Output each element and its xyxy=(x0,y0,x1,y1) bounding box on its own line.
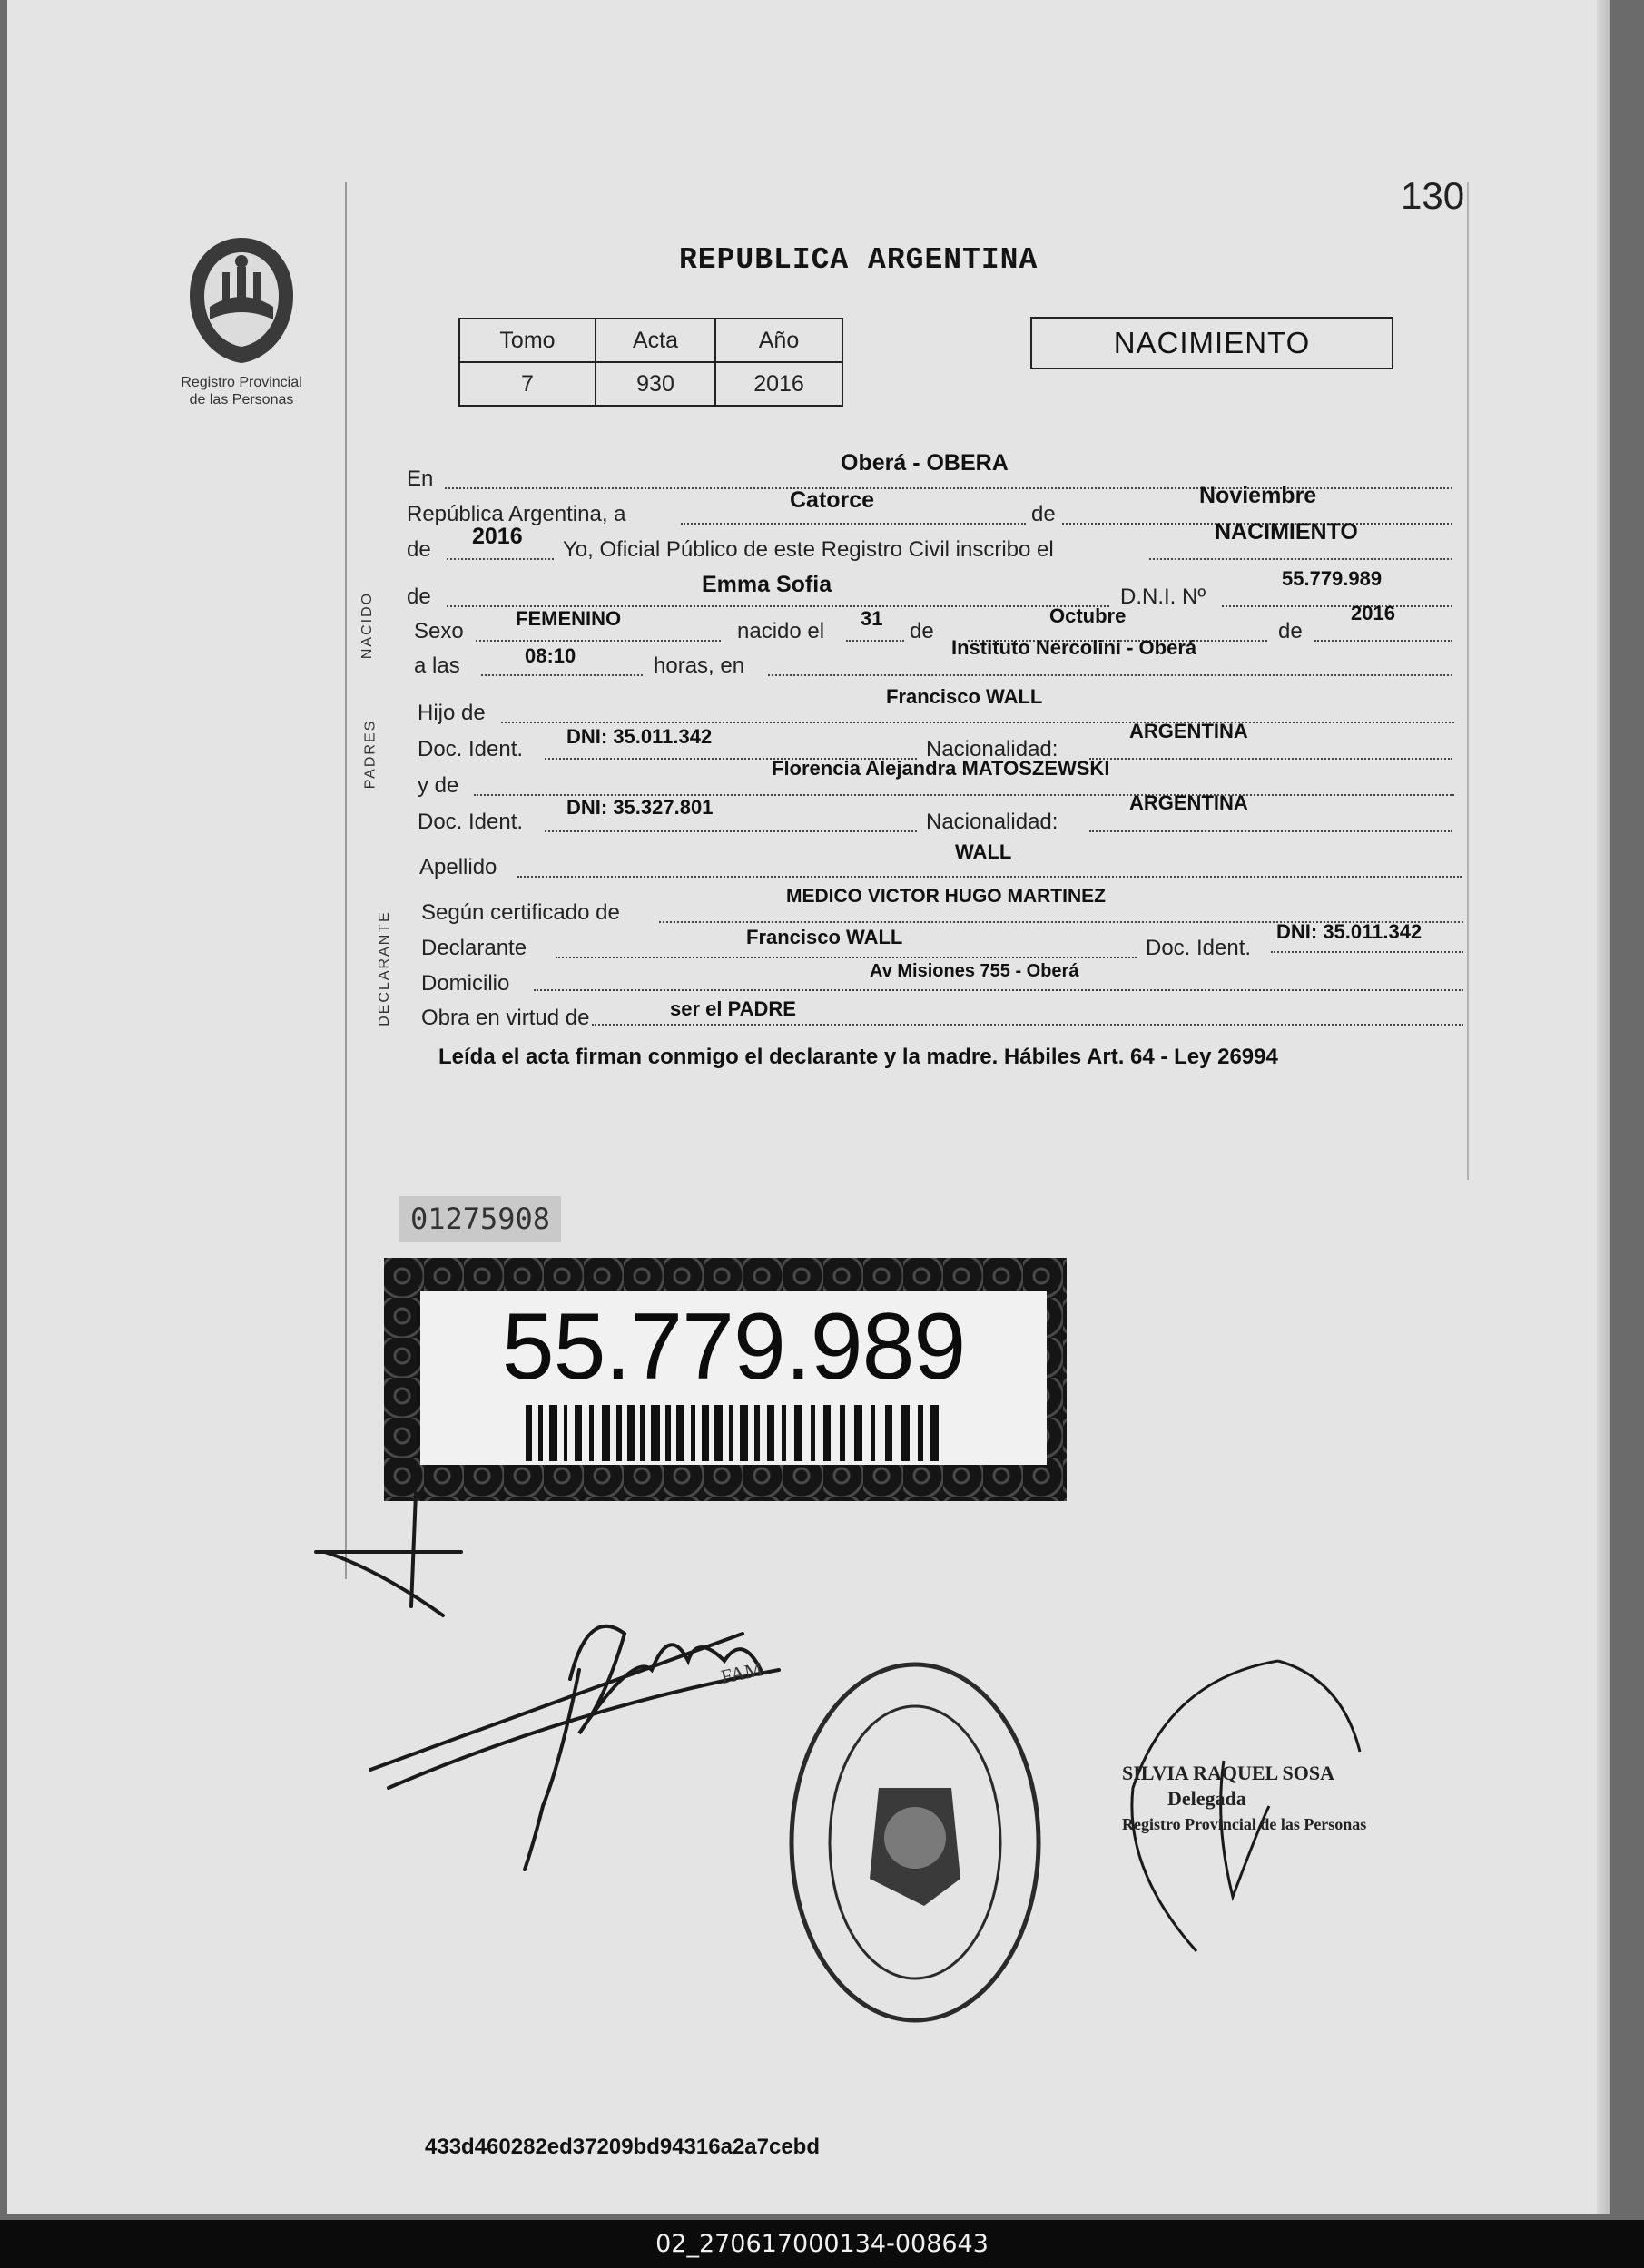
label-de: de xyxy=(1031,502,1056,526)
dotted-line xyxy=(545,830,917,832)
dotted-line xyxy=(476,640,721,642)
declarant-doc-value: DNI: 35.011.342 xyxy=(1276,920,1423,943)
father-value: Francisco WALL xyxy=(886,685,1043,708)
record-type-box: NACIMIENTO xyxy=(1030,317,1393,369)
dotted-line xyxy=(846,640,904,642)
label-nac-mother: Nacionalidad: xyxy=(926,810,1058,834)
sticker-white-area xyxy=(420,1291,1047,1465)
label-nac-father: Nacionalidad: xyxy=(926,737,1058,761)
label-sexo: Sexo xyxy=(414,619,464,643)
child-dni-value: 55.779.989 xyxy=(1282,567,1383,590)
dotted-line xyxy=(768,674,1452,676)
day-words-value: Catorce xyxy=(790,487,875,513)
dni-label-sticker xyxy=(384,1258,1067,1501)
registrar-stamp-text xyxy=(1122,1761,1366,1837)
birth-place-value: Instituto Nercolini - Oberá xyxy=(951,636,1197,659)
registry-table xyxy=(458,318,843,407)
mother-nationality-value: ARGENTINA xyxy=(1129,791,1248,814)
right-margin-rule xyxy=(1467,182,1469,1180)
header-ano: Año xyxy=(715,319,842,362)
inscribo-text: Yo, Oficial Público de este Registro Civil inscribo el xyxy=(563,537,1054,562)
dotted-line xyxy=(1089,758,1452,760)
page-number: 130 xyxy=(1401,174,1465,217)
document-page xyxy=(7,0,1610,2214)
label-hijo-de: Hijo de xyxy=(418,701,486,725)
label-obra: Obra en virtud de xyxy=(421,1006,590,1030)
serial-number: 01275908 xyxy=(399,1196,561,1242)
birth-year-value: 2016 xyxy=(1351,602,1395,624)
label-doc-declarant: Doc. Ident. xyxy=(1146,936,1252,960)
scan-id-strip: 02_270617000134-008643 xyxy=(0,2220,1644,2268)
child-name-value: Emma Sofia xyxy=(702,572,832,597)
logo-caption-line1: Registro Provincial xyxy=(181,375,302,390)
left-margin-rule xyxy=(345,182,347,1579)
dotted-line xyxy=(481,674,643,676)
value-tomo: 7 xyxy=(459,362,596,406)
father-nationality-value: ARGENTINA xyxy=(1129,720,1248,742)
label-nacido-de: de xyxy=(407,584,431,609)
label-de2: de xyxy=(407,537,431,562)
label-a-las: a las xyxy=(414,653,460,678)
label-declarante: Declarante xyxy=(421,936,527,960)
value-ano: 2016 xyxy=(715,362,842,406)
label-segun: Según certificado de xyxy=(421,900,620,925)
value-acta: 930 xyxy=(596,362,715,406)
surname-value: WALL xyxy=(955,840,1012,863)
provincial-seal-icon xyxy=(182,232,300,368)
year-value: 2016 xyxy=(472,524,523,549)
label-en: En xyxy=(407,466,434,491)
address-value: Av Misiones 755 - Oberá xyxy=(870,961,1079,981)
document-hash: 433d460282ed37209bd94316a2a7cebd xyxy=(425,2135,820,2159)
header-tomo: Tomo xyxy=(459,319,596,362)
registry-logo xyxy=(160,232,323,408)
label-nacido-el: nacido el xyxy=(737,619,825,643)
mother-doc-value: DNI: 35.327.801 xyxy=(566,796,714,819)
city-value: Oberá - OBERA xyxy=(841,450,1009,476)
sex-value: FEMENINO xyxy=(516,607,622,630)
dotted-line xyxy=(592,1024,1463,1026)
label-doc-father: Doc. Ident. xyxy=(418,737,524,761)
declarant-value: Francisco WALL xyxy=(746,926,903,948)
label-de-year: de xyxy=(1278,619,1303,643)
official-stamp-icon xyxy=(779,1652,1051,2033)
label-doc-mother: Doc. Ident. xyxy=(418,810,524,834)
dotted-line xyxy=(1314,640,1452,642)
side-label-padres: PADRES xyxy=(362,719,379,790)
dotted-line xyxy=(1271,951,1463,953)
label-apellido: Apellido xyxy=(419,855,497,879)
dotted-line xyxy=(517,876,1462,878)
birth-month-value: Octubre xyxy=(1049,604,1127,627)
document-title: REPUBLICA ARGENTINA xyxy=(679,243,1039,277)
month-value: Noviembre xyxy=(1199,483,1317,508)
capacity-value: ser el PADRE xyxy=(670,997,796,1020)
label-horas: horas, en xyxy=(654,653,745,678)
logo-caption-line2: de las Personas xyxy=(189,392,294,407)
dotted-line xyxy=(1149,558,1452,560)
dotted-line xyxy=(1222,605,1452,607)
label-domicilio: Domicilio xyxy=(421,971,510,996)
barcode-icon xyxy=(526,1405,943,1461)
dotted-line xyxy=(681,523,1026,525)
dotted-line xyxy=(1089,830,1452,832)
dotted-line xyxy=(556,957,1137,958)
label-y-de: y de xyxy=(418,773,459,798)
signature-note: FAM. xyxy=(718,1655,770,1689)
mother-value: Florencia Alejandra MATOSZEWSKI xyxy=(772,757,1110,780)
side-label-declarante: DECLARANTE xyxy=(376,910,392,1026)
label-republica: República Argentina, a xyxy=(407,502,626,526)
dni-big-number: 55.779.989 xyxy=(501,1294,966,1399)
dotted-line xyxy=(501,722,1454,723)
dotted-line xyxy=(447,558,554,560)
dotted-line xyxy=(534,989,1463,991)
signer-role: Delegada xyxy=(1167,1787,1246,1810)
label-dni: D.N.I. Nº xyxy=(1120,584,1206,609)
birth-day-value: 31 xyxy=(861,607,883,630)
side-label-nacido: NACIDO xyxy=(359,591,376,660)
birth-time-value: 08:10 xyxy=(525,644,576,667)
header-acta: Acta xyxy=(596,319,715,362)
signer-org: Registro Provincial de las Personas xyxy=(1122,1815,1367,1833)
signer-name: SILVIA RAQUEL SOSA xyxy=(1122,1762,1334,1784)
closing-statement: Leída el acta firman conmigo el declarante y la madre. Hábiles Art. 64 - Ley 26994 xyxy=(438,1045,1278,1069)
label-de-month: de xyxy=(910,619,934,643)
father-doc-value: DNI: 35.011.342 xyxy=(566,725,713,748)
certificate-value: MEDICO VICTOR HUGO MARTINEZ xyxy=(786,886,1106,907)
act-kind-value: NACIMIENTO xyxy=(1215,519,1358,545)
